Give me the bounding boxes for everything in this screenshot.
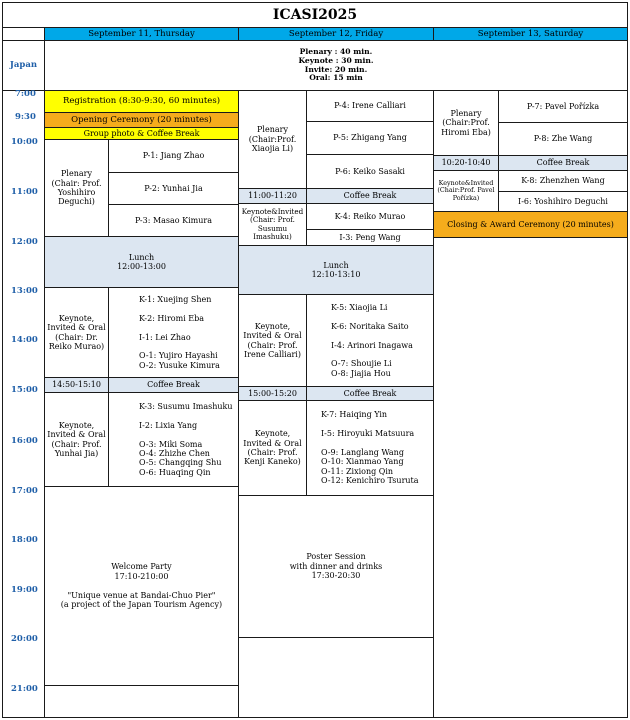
talk-i6 [498, 191, 628, 212]
empty-cell-day3 [433, 237, 628, 718]
poster-session-label: Poster Session with dinner and drinks 17:30-20:30 [289, 552, 383, 581]
duration-oral: Oral: 15 min [309, 73, 363, 83]
coffee-time-day2-b [238, 386, 307, 401]
session1-talks-day2 [306, 294, 434, 387]
durations-cell [44, 40, 628, 91]
talk-p2-label: P-2: Yunhai Jia [144, 183, 203, 193]
talk-p6 [306, 154, 434, 189]
coffee-time-day1-label: 14:50-15:10 [52, 380, 101, 390]
time-label: 19:00 [11, 585, 38, 595]
time-label: 21:00 [11, 684, 38, 694]
time-label: 9:30 [15, 112, 36, 122]
welcome-party-cell [44, 486, 239, 686]
coffee-break-day3 [498, 155, 628, 171]
keynote-invited-chair-day3-label: Keynote&Invited (Chair:Prof. Pavel Pořízka) [437, 178, 495, 202]
closing-ceremony-cell [433, 211, 628, 238]
coffee-break-day1 [108, 377, 239, 393]
plenary-chair-day3-label: Plenary (Chair:Prof. Hiromi Eba) [441, 108, 491, 137]
opening-ceremony-label: Opening Ceremony (20 minutes) [71, 114, 212, 125]
coffee-time-day1 [44, 377, 109, 393]
keynote-invited-chair-day2 [238, 203, 307, 246]
time-label: 13:00 [11, 286, 38, 296]
session2-talks-day1-label: K-3: Susumu Imashuku I-2: Lixia Yang O-3: Miki Soma O-4: Zhizhe Chen O-5: Changqing Shu O-6: Huaqing Qin [139, 401, 233, 477]
lunch-day1 [44, 236, 239, 288]
keynote-invited-chair-day3 [433, 170, 499, 212]
talk-p2 [108, 172, 239, 205]
talk-p8 [498, 122, 628, 156]
lunch-day2-label: Lunch 12:10-13:10 [311, 260, 361, 279]
session2-chair-day1-label: Keynote, Invited & Oral (Chair: Prof. Yunhai Jia) [47, 420, 106, 458]
coffee-break-day2-b-label: Coffee Break [343, 388, 397, 398]
day-header-2 [238, 27, 434, 41]
talk-p1-label: P-1: Jiang Zhao [142, 151, 205, 161]
corner-cell [2, 27, 45, 41]
talk-k4 [306, 203, 434, 230]
session1-talks-day2-label: K-5: Xiaojia Li K-6: Noritaka Saito I-4: Arinori Inagawa O-7: Shoujie Li O-8: Jiajia Hou [331, 302, 413, 378]
session1-talks-day1-label: K-1: Xuejing Shen K-2: Hiromi Eba I-1: Lei Zhao O-1: Yujiro Hayashi O-2: Yusuke Kimura [139, 294, 220, 370]
duration-plenary: Plenary : 40 min. [299, 46, 373, 56]
japan-label-cell [2, 40, 45, 91]
session1-chair-day2 [238, 294, 307, 387]
empty-cell-day1 [44, 685, 239, 718]
plenary-chair-day1 [44, 139, 109, 237]
talk-p3-label: P-3: Masao Kimura [134, 215, 213, 225]
lunch-day1-label: Lunch 12:00-13:00 [117, 252, 166, 271]
day-header-1-label: September 11, Thursday [88, 28, 195, 39]
session1-talks-day1 [108, 287, 239, 378]
talk-k4-label: K-4: Reiko Murao [334, 211, 406, 221]
time-label: 14:00 [11, 335, 38, 345]
talk-p5-label: P-5: Zhigang Yang [333, 133, 407, 143]
day-header-2-label: September 12, Friday [288, 28, 384, 39]
closing-ceremony-label: Closing & Award Ceremony (20 minutes) [447, 219, 614, 229]
day-header-3 [433, 27, 628, 41]
session1-chair-day2-label: Keynote, Invited & Oral (Chair: Prof. Irene Calliari) [243, 321, 302, 359]
coffee-break-day2-label: Coffee Break [343, 191, 397, 201]
coffee-time-day2-label: 11:00-11:20 [248, 191, 297, 201]
registration-cell [44, 90, 239, 113]
time-label: 12:00 [11, 237, 38, 247]
session2-talks-day2-label: K-7: Haiqing Yin I-5: Hiroyuki Matsuura O-9: Langlang Wang O-10: Xianmao Yang O-11: Zixiong Qin O-12: Kenichiro Tsuruta [321, 410, 419, 486]
talk-k8 [498, 170, 628, 192]
lunch-day2 [238, 245, 434, 295]
talk-p4-label: P-4: Irene Calliari [334, 101, 406, 111]
talk-p3 [108, 204, 239, 237]
title-text: ICASI2025 [272, 6, 358, 23]
plenary-chair-day3 [433, 90, 499, 156]
time-label: 7:00 [15, 89, 36, 99]
plenary-chair-day2-label: Plenary (Chair:Prof. Xiaojia Li) [248, 125, 297, 154]
talk-p7 [498, 90, 628, 123]
session1-chair-day1-label: Keynote, Invited & Oral (Chair: Dr. Reiko Murao) [47, 313, 106, 351]
time-label: 16:00 [11, 436, 38, 446]
day-header-1 [44, 27, 239, 41]
coffee-time-day2-b-label: 15:00-15:20 [248, 388, 297, 398]
duration-invite: Invite: 20 min. [304, 64, 368, 74]
group-photo-label: Group photo & Coffee Break [83, 128, 200, 138]
talk-p5 [306, 121, 434, 155]
time-label: 20:00 [11, 634, 38, 644]
talk-p1 [108, 139, 239, 173]
day-header-3-label: September 13, Saturday [477, 28, 584, 39]
session2-chair-day2-label: Keynote, Invited & Oral (Chair: Prof. Kenji Kaneko) [243, 429, 302, 467]
welcome-party-label: Welcome Party 17:10-210:00 "Unique venue at Bandai-Chuo Pier" (a project of the Japan Tourism Agency) [60, 562, 223, 610]
coffee-break-day1-label: Coffee Break [147, 380, 200, 390]
coffee-break-day2-b [306, 386, 434, 401]
plenary-chair-day1-label: Plenary (Chair: Prof. Yoshihiro Deguchi) [51, 169, 102, 207]
talk-p7-label: P-7: Pavel Pořízka [526, 101, 600, 111]
keynote-invited-chair-day2-label: Keynote&Invited (Chair: Prof. Susumu Imashuku) [241, 206, 304, 241]
registration-label: Registration (8:30-9:30, 60 minutes) [62, 96, 221, 107]
coffee-time-day2 [238, 188, 307, 204]
coffee-time-day3 [433, 155, 499, 171]
empty-cell-day2 [238, 637, 434, 718]
session2-talks-day1 [108, 392, 239, 487]
coffee-break-day2 [306, 188, 434, 204]
time-label: 18:00 [11, 535, 38, 545]
talk-p6-label: P-6: Keiko Sasaki [335, 166, 405, 176]
session2-talks-day2 [306, 400, 434, 496]
time-label: 11:00 [11, 187, 38, 197]
time-label: 15:00 [11, 385, 38, 395]
talk-p8-label: P-8: Zhe Wang [533, 134, 593, 144]
time-column [2, 90, 45, 718]
talk-i6-label: I-6: Yoshihiro Deguchi [518, 196, 608, 206]
page-title [2, 2, 628, 28]
time-label: 10:00 [11, 137, 38, 147]
japan-label: Japan [9, 60, 38, 71]
plenary-chair-day2 [238, 90, 307, 189]
time-label: 17:00 [11, 486, 38, 496]
talk-i3-label: I-3: Peng Wang [339, 232, 401, 242]
talk-p4 [306, 90, 434, 122]
coffee-time-day3-label: 10:20-10:40 [441, 158, 491, 168]
coffee-break-day3-label: Coffee Break [536, 158, 590, 168]
duration-keynote: Keynote : 30 min. [298, 55, 374, 65]
talk-i3 [306, 229, 434, 246]
opening-ceremony-cell [44, 112, 239, 128]
poster-session-cell [238, 495, 434, 638]
session2-chair-day2 [238, 400, 307, 496]
talk-k8-label: K-8: Zhenzhen Wang [521, 176, 605, 186]
session1-chair-day1 [44, 287, 109, 378]
session2-chair-day1 [44, 392, 109, 487]
